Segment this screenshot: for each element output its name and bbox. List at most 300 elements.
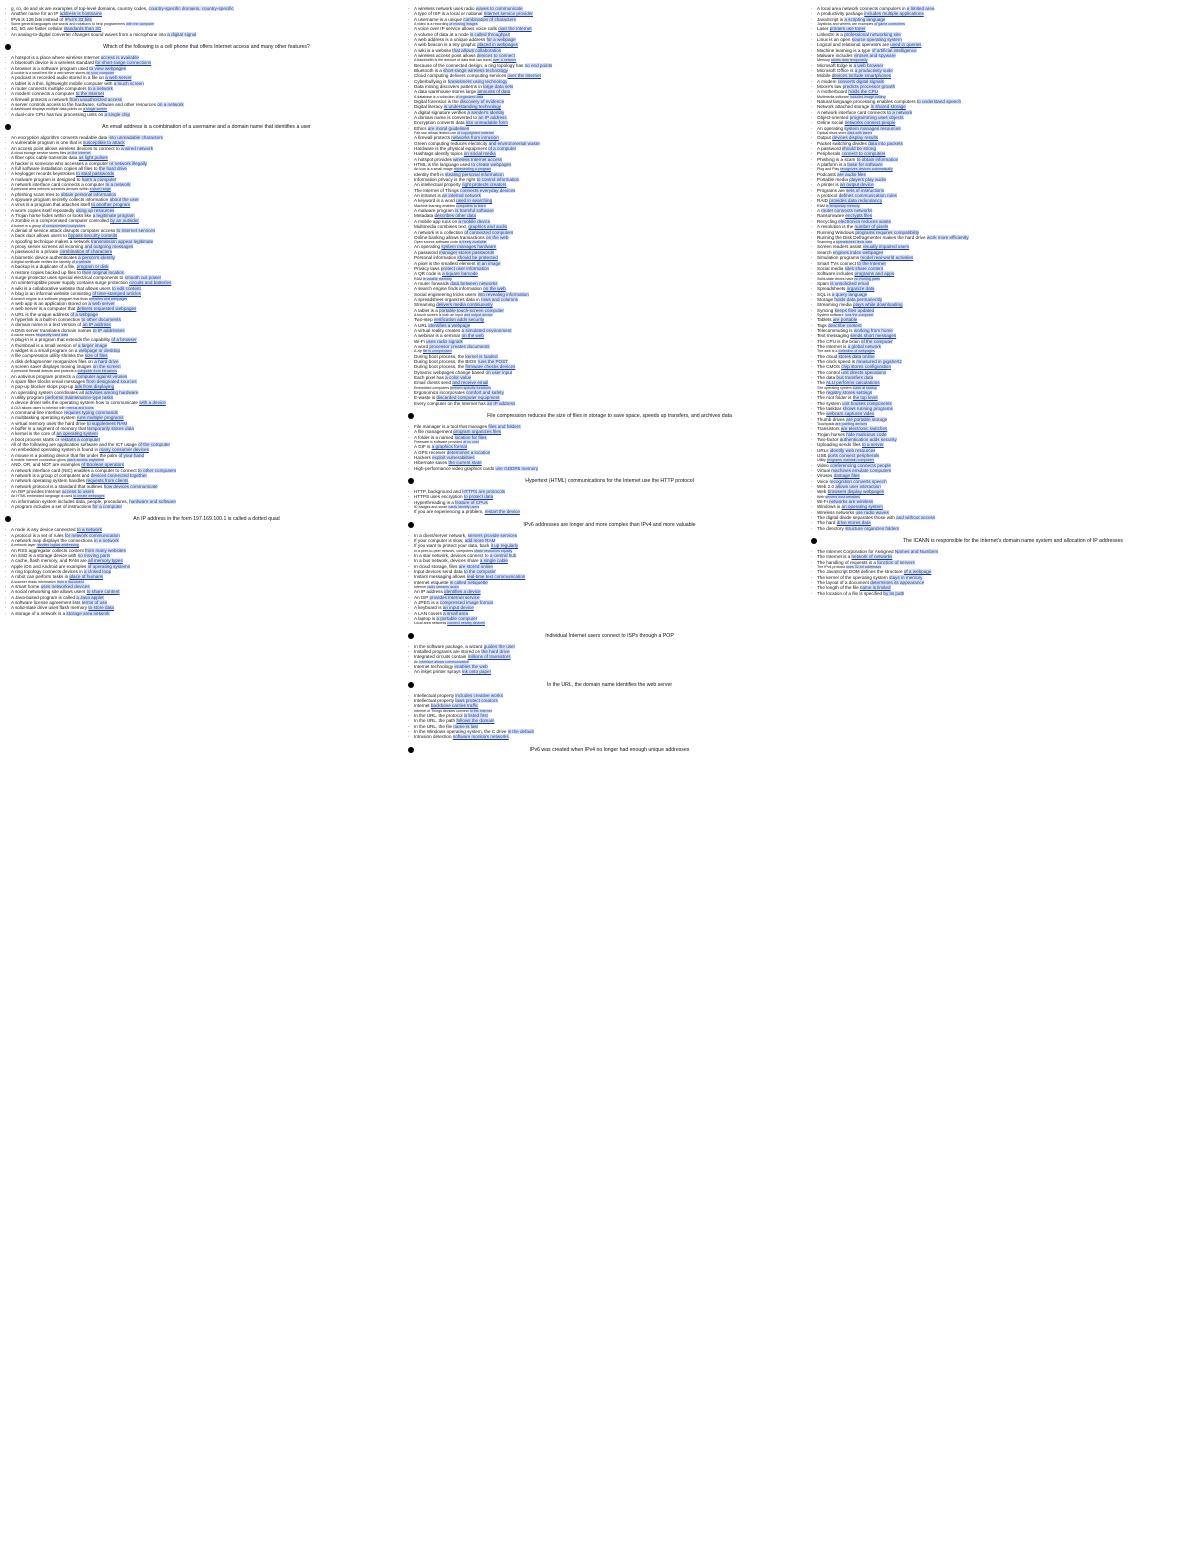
list-item-link[interactable]: a Java applet xyxy=(76,594,104,600)
list-item-link[interactable]: of game controllers xyxy=(874,22,905,27)
list-item-link[interactable]: a person's identity xyxy=(78,254,116,260)
list-item-link[interactable]: defines communication rules xyxy=(838,193,897,199)
list-item-link[interactable]: a productivity suite xyxy=(854,68,893,74)
list-item-link[interactable]: real-time text communication xyxy=(466,574,526,580)
list-item-link[interactable]: over the Internet xyxy=(498,26,532,32)
list-item-link[interactable]: cards identify users xyxy=(448,505,480,510)
list-item-link[interactable]: to another program xyxy=(91,202,131,208)
list-item-link[interactable]: identify web resources xyxy=(829,447,876,453)
list-item-link[interactable]: follows the domain xyxy=(456,718,495,724)
list-item-link[interactable]: users access anywhere xyxy=(66,457,105,462)
list-item-link[interactable]: a legitimate program xyxy=(92,213,135,219)
list-item-link[interactable]: kernel is loaded xyxy=(465,353,498,359)
list-item-link[interactable]: share resources equally xyxy=(474,548,513,553)
list-item-link[interactable]: a square barcode xyxy=(442,271,478,277)
list-item-link[interactable]: of connected computers xyxy=(464,229,514,235)
list-item-link[interactable]: hardware and software xyxy=(129,498,176,504)
list-item-link[interactable]: working from home xyxy=(853,327,893,333)
list-item-link[interactable]: to a network xyxy=(76,527,102,533)
list-item-link[interactable]: uses radio signals xyxy=(426,338,463,344)
list-item-link[interactable]: machines emulate computers xyxy=(831,467,892,473)
list-item-link[interactable]: HTTPS are protocols xyxy=(462,489,506,494)
list-item-link[interactable]: laws protect creators xyxy=(455,698,498,704)
list-item-link[interactable]: programs maintain computers xyxy=(826,458,875,463)
list-item-link[interactable]: Names and Numbers xyxy=(894,549,939,555)
list-item-link[interactable]: an output device xyxy=(839,182,874,188)
list-item-link[interactable]: determines a location xyxy=(446,449,491,455)
list-item-link[interactable]: to other computers xyxy=(137,467,177,473)
list-item-link[interactable]: runs multiple programs xyxy=(76,415,124,421)
list-item-link[interactable]: country-specific domains, country-specific xyxy=(148,6,234,11)
list-item-link[interactable]: to edit content xyxy=(111,285,141,291)
list-item-link[interactable]: to create webpages xyxy=(73,494,105,499)
list-item-link[interactable]: of your hand xyxy=(118,452,145,458)
list-item-link[interactable]: encrypts files xyxy=(845,213,873,219)
list-item-link[interactable]: on your computer xyxy=(86,71,115,76)
list-item-link[interactable]: are stored online xyxy=(458,563,493,569)
list-item-link[interactable]: combination of characters xyxy=(463,16,516,22)
list-item-link[interactable]: place of humans xyxy=(69,574,104,580)
list-item-link[interactable]: describe content xyxy=(827,322,862,328)
list-item-link[interactable]: of operating systems xyxy=(87,563,130,569)
list-item-link[interactable]: no moving parts xyxy=(77,553,111,558)
list-item-link[interactable]: temporarily stores data xyxy=(87,425,134,431)
list-item-link[interactable]: combination of characters xyxy=(59,249,113,255)
list-item-link[interactable]: compressed image format xyxy=(439,600,493,606)
list-item-link[interactable]: devices include smartphones xyxy=(831,73,892,79)
list-item-link[interactable]: devices display results xyxy=(832,135,879,141)
list-item-link[interactable]: used in searching xyxy=(456,198,493,204)
list-item-link[interactable]: data between networks xyxy=(450,280,498,286)
list-item-link[interactable]: of artificial intelligence xyxy=(871,47,917,53)
list-item-link[interactable]: are portable xyxy=(832,317,858,323)
list-item-link[interactable]: IPv4's 32 bits xyxy=(64,16,92,22)
list-item-link[interactable]: unit houses components xyxy=(842,400,892,406)
list-item-link[interactable]: a single chip xyxy=(104,111,131,117)
list-item-link[interactable]: an IP address xyxy=(487,400,516,406)
list-item-link[interactable]: uses networked devices xyxy=(40,584,90,590)
list-item-link[interactable]: the hard drive xyxy=(481,649,510,655)
list-item-link[interactable]: stays in memory xyxy=(889,574,923,580)
list-item-link[interactable]: on the screen xyxy=(92,363,121,369)
list-item-link[interactable]: use GDDR5 memory xyxy=(495,465,539,471)
list-item-link[interactable]: to store data xyxy=(88,605,114,611)
list-item-link[interactable]: source operating system xyxy=(851,37,902,43)
list-item-link[interactable]: of a website xyxy=(71,260,91,265)
list-item-link[interactable]: circuits and batteries xyxy=(129,280,172,286)
list-item-link[interactable]: measured in gigahertz xyxy=(856,358,902,364)
list-item-link[interactable]: of compromised computers xyxy=(41,223,86,228)
list-item-link[interactable]: a graphics format xyxy=(431,444,468,450)
list-item-link[interactable]: and environmental waste xyxy=(488,140,540,146)
list-item-link[interactable]: restarts a computer xyxy=(60,436,101,442)
list-item-link[interactable]: shows running programs xyxy=(842,405,893,411)
list-item-link[interactable]: it up regularly xyxy=(490,543,519,549)
list-item-link[interactable]: a portable computer xyxy=(436,616,478,622)
list-item-link[interactable]: to other documents xyxy=(81,316,121,322)
list-item-link[interactable]: visually impaired users xyxy=(862,244,910,250)
list-item-link[interactable]: location for files xyxy=(454,434,487,440)
list-item-link[interactable]: a short range xyxy=(89,187,111,192)
list-item-link[interactable]: of Boolean operators xyxy=(81,462,125,468)
list-item-link[interactable]: data into packets xyxy=(868,140,903,146)
list-item-link[interactable]: frequently used data xyxy=(35,332,69,337)
list-item-link[interactable]: is the default xyxy=(507,729,534,735)
list-item-link[interactable]: programming uses objects xyxy=(849,115,904,121)
list-item-link[interactable]: runs the computer xyxy=(844,312,874,317)
list-item-link[interactable]: conferencing connects people xyxy=(829,462,891,468)
list-item-link[interactable]: of a webpage xyxy=(70,311,98,317)
list-item-link[interactable]: enables the web xyxy=(454,664,488,670)
list-item-link[interactable]: to the Internet xyxy=(75,91,104,97)
list-item-link[interactable]: a query language xyxy=(831,291,868,297)
list-item-link[interactable]: waves to communicate xyxy=(475,6,523,11)
list-item-link[interactable]: system manages hardware xyxy=(441,244,497,250)
list-item-link[interactable]: the current state xyxy=(448,460,482,466)
list-item-link[interactable]: a simulated environment xyxy=(461,327,512,333)
list-item-link[interactable]: is understanding technology xyxy=(443,104,502,110)
list-item-link[interactable]: no moving parts xyxy=(854,276,880,281)
list-item-link[interactable]: a hard drive xyxy=(94,358,119,364)
list-item-link[interactable]: software monitors networks xyxy=(452,734,509,740)
list-item-link[interactable]: websites and webpages xyxy=(88,296,128,301)
list-item-link[interactable]: network of networks xyxy=(851,554,893,560)
list-item-link[interactable]: determines its appearance xyxy=(870,580,925,586)
list-item-link[interactable]: no end points xyxy=(524,62,553,68)
list-item-link[interactable]: obtain personal information xyxy=(60,191,117,197)
list-item-link[interactable]: drive stores data xyxy=(836,520,871,526)
list-item-link[interactable]: from many websites xyxy=(85,547,126,553)
list-item-link[interactable]: requests from clients xyxy=(86,478,129,484)
list-item-link[interactable]: smooth out power xyxy=(124,275,162,281)
list-item-link[interactable]: on the Internet xyxy=(67,151,91,156)
list-item-link[interactable]: keeps files updated xyxy=(834,307,875,313)
list-item-link[interactable]: a wired network xyxy=(121,145,154,151)
list-item-link[interactable]: an IP address xyxy=(478,115,507,121)
list-item-link[interactable]: recognizes devices automatically xyxy=(840,167,893,172)
list-item-link[interactable]: router connects networks xyxy=(821,208,873,214)
list-item-link[interactable]: webcam captures video xyxy=(826,411,875,417)
list-item-link[interactable]: of the computer xyxy=(138,441,171,447)
list-item-link[interactable]: comfort and safety xyxy=(466,389,504,395)
list-item-link[interactable]: to a server xyxy=(861,442,884,448)
list-item-link[interactable]: and outgoing messages xyxy=(84,244,134,250)
list-item-link[interactable]: rows and columns xyxy=(480,296,518,302)
list-item-link[interactable]: work more efficiently xyxy=(926,234,969,240)
list-item-link[interactable]: printers use toner xyxy=(829,26,866,32)
list-item-link[interactable]: stores data online xyxy=(838,353,875,359)
list-item-link[interactable]: a sender's identity xyxy=(467,109,505,115)
list-item-link[interactable]: into revealing information xyxy=(477,291,529,297)
list-item-link[interactable]: program organizes files xyxy=(453,429,502,435)
list-item-link[interactable]: are audio files xyxy=(837,171,866,177)
list-item-link[interactable]: players play audio xyxy=(849,177,887,183)
list-item-link[interactable]: hide malicious code xyxy=(846,431,887,437)
list-item-link[interactable]: recognition converts speech xyxy=(829,478,887,484)
list-item-link[interactable]: into unreadable form xyxy=(465,120,508,126)
list-item-link[interactable]: to supplement RAM xyxy=(86,420,128,426)
list-item-link[interactable]: over the Internet xyxy=(507,73,541,79)
list-item-link[interactable]: for short-range connections xyxy=(95,60,152,66)
list-item-link[interactable]: is volatile memory xyxy=(422,276,452,281)
list-item-link[interactable]: stealing personal information xyxy=(444,171,504,177)
list-item-link[interactable]: ALU performs calculations xyxy=(825,380,880,386)
list-item-link[interactable]: from unauthorized access xyxy=(69,96,123,102)
list-item-link[interactable]: a limited area xyxy=(906,6,935,11)
list-item-link[interactable]: and receive email xyxy=(452,380,489,386)
list-item-link[interactable]: susceptible to attack xyxy=(83,140,125,146)
list-item-link[interactable]: organize data xyxy=(846,286,875,292)
list-item-link[interactable]: to protect data xyxy=(463,494,494,500)
list-item-link[interactable]: perform specific functions xyxy=(450,385,491,390)
list-item-link[interactable]: to a network xyxy=(887,109,913,115)
list-item-link[interactable]: computers to learn xyxy=(455,203,486,208)
list-item-link[interactable]: add more RAM xyxy=(464,538,496,544)
list-item-link[interactable]: are portable storage xyxy=(846,416,888,422)
list-item-link[interactable]: in a network xyxy=(94,538,119,544)
list-item-link[interactable]: sends short messages xyxy=(850,333,897,339)
list-item-link[interactable]: spreadsheet finds data xyxy=(835,240,873,245)
list-item-link[interactable]: of a computer xyxy=(488,146,517,152)
list-item-link[interactable]: harassment using technology xyxy=(447,78,508,84)
list-item-link[interactable]: for network communication xyxy=(64,532,120,538)
list-item-link[interactable]: converts digital signals xyxy=(837,78,884,84)
list-item-link[interactable]: an operating system xyxy=(56,431,98,437)
list-item-link[interactable]: provides Internet service xyxy=(429,594,480,600)
list-item-link[interactable]: requires typing commands xyxy=(64,409,118,415)
list-item-link[interactable]: name is last xyxy=(453,723,478,729)
list-item-link[interactable]: computer from intrusions xyxy=(77,369,118,374)
list-item-link[interactable]: as light pulses xyxy=(78,155,108,161)
list-item-link[interactable]: to view webpages xyxy=(89,65,126,71)
list-item-link[interactable]: an input device xyxy=(442,605,474,611)
list-item-link[interactable]: ads from displaying xyxy=(74,384,115,390)
list-item-link[interactable]: chip stores configuration xyxy=(841,364,892,370)
list-item-link[interactable]: backbone carries traffic xyxy=(430,703,479,709)
list-item-link[interactable]: radio streams audio xyxy=(427,585,459,590)
list-item-link[interactable]: by its path xyxy=(883,590,905,596)
list-item-link[interactable]: a larger image xyxy=(77,342,108,348)
list-item-link[interactable]: a touch screen xyxy=(113,80,144,86)
list-item-link[interactable]: restart the device xyxy=(484,509,520,515)
list-item-link[interactable]: with a device xyxy=(139,400,166,406)
list-item-link[interactable]: discarded computer equipment xyxy=(436,395,500,401)
list-item-link[interactable]: of time-stamped articles xyxy=(92,291,141,297)
list-item-link[interactable]: of copyrighted material xyxy=(457,131,494,136)
list-item-link[interactable]: function of servers xyxy=(877,559,915,565)
list-item-link[interactable]: a global network xyxy=(847,343,882,349)
list-item-link[interactable]: for a computer xyxy=(92,503,123,509)
list-item-link[interactable]: activities among hardware xyxy=(85,389,139,395)
list-item-link[interactable]: of a webpage xyxy=(903,569,932,575)
list-item-link[interactable]: amounts of data xyxy=(477,89,511,95)
list-item-link[interactable]: on social media xyxy=(463,151,496,157)
list-item-link[interactable]: a single cable xyxy=(479,558,508,564)
list-item-link[interactable]: a web server xyxy=(88,300,115,306)
list-item-link[interactable]: authentication adds security xyxy=(839,436,897,442)
list-item-link[interactable]: file is compressed xyxy=(422,349,452,354)
list-item-link[interactable]: engines index webpages xyxy=(832,249,884,255)
list-item-link[interactable]: of a browser xyxy=(111,337,137,343)
list-item-link[interactable]: are electronic switches xyxy=(840,426,888,432)
list-item-link[interactable]: firmware checks devices xyxy=(465,364,516,370)
list-item-link[interactable]: are pointing devices xyxy=(835,421,868,426)
list-item-link[interactable]: on the web xyxy=(461,333,484,339)
list-item-link[interactable]: to IP addresses xyxy=(92,327,125,333)
list-item-link[interactable]: wireless Internet access xyxy=(453,156,503,162)
list-item-link[interactable]: Internet service provider xyxy=(483,11,533,17)
list-item-link[interactable]: delivers requested webpages xyxy=(76,306,137,312)
list-item-link[interactable]: name is limited xyxy=(859,585,891,591)
list-item-link[interactable]: many consumer devices xyxy=(99,447,149,453)
list-item-link[interactable]: ports connect peripherals xyxy=(827,453,880,458)
list-item-link[interactable]: or network illegally xyxy=(109,160,148,166)
list-item-link[interactable]: plays while downloading xyxy=(853,302,903,308)
list-item-link[interactable]: is called netiquette xyxy=(449,579,488,585)
list-item-link[interactable]: an internal network xyxy=(442,193,481,199)
list-item-link[interactable]: should be protected xyxy=(457,255,498,261)
list-item-link[interactable]: a web server xyxy=(105,75,132,81)
list-item-link[interactable]: data with lasers xyxy=(847,131,873,136)
list-item-link[interactable]: browsers display webpages xyxy=(827,489,885,495)
list-item-link[interactable]: to the Internet xyxy=(857,260,886,266)
list-item-link[interactable]: with the computer xyxy=(126,22,155,27)
list-item-link[interactable]: terms of use xyxy=(81,600,108,606)
list-item-link[interactable]: large data sets xyxy=(483,84,514,90)
list-item-link[interactable]: networks connect people xyxy=(844,120,896,126)
list-item-link[interactable]: protect user information xyxy=(440,265,490,271)
list-item-link[interactable]: damage files xyxy=(833,473,860,479)
list-item-link[interactable]: is freely available xyxy=(458,240,487,245)
list-item-link[interactable]: a closed loop xyxy=(84,569,112,575)
list-item-link[interactable]: performs maintenance-type tasks xyxy=(45,394,114,400)
list-item-link[interactable]: are moral guidelines xyxy=(427,125,470,131)
list-item-link[interactable]: representing a program xyxy=(453,167,492,172)
list-item-link[interactable]: to control information xyxy=(476,177,520,183)
list-item-link[interactable]: at no cost xyxy=(463,439,479,444)
list-item-link[interactable]: connect to computers xyxy=(841,151,886,157)
list-item-link[interactable]: is listed first xyxy=(463,713,488,719)
list-item-link[interactable]: to the Internet xyxy=(469,708,492,713)
list-item-link[interactable]: from a document xyxy=(56,579,84,584)
list-item-link[interactable]: computer against viruses xyxy=(76,373,128,379)
list-item-link[interactable]: to a network xyxy=(87,86,113,92)
list-item-link[interactable]: how devices communicate xyxy=(103,483,158,489)
list-item-link[interactable]: short-range wireless technology xyxy=(443,68,508,74)
list-item-link[interactable]: from designated sources xyxy=(86,378,137,384)
list-item-link[interactable]: a web browser xyxy=(853,62,884,68)
list-item-link[interactable]: provides data redundancy xyxy=(829,198,883,204)
list-item-link[interactable]: guides the user xyxy=(483,643,516,649)
list-item-link[interactable]: access to users xyxy=(62,489,94,494)
list-item-link[interactable]: using up resources xyxy=(75,207,115,213)
list-item-link[interactable]: and output device xyxy=(464,312,493,317)
list-item-link[interactable]: to create webpages xyxy=(471,162,512,168)
list-item-link[interactable]: their original location xyxy=(82,269,125,275)
list-item-link[interactable]: on user input xyxy=(485,369,513,375)
list-item-link[interactable]: files and folders xyxy=(488,423,521,429)
list-item-link[interactable]: connect nearby devices xyxy=(447,621,485,626)
list-item-link[interactable]: access is available xyxy=(100,55,139,61)
list-item-link[interactable]: for a webpage xyxy=(486,37,516,43)
list-item-link[interactable]: in an image xyxy=(476,260,501,266)
list-item-link[interactable]: interface allows communication xyxy=(419,659,470,664)
list-item-link[interactable]: runs the POST xyxy=(477,358,508,364)
list-item-link[interactable]: networks are wireless xyxy=(829,499,874,504)
list-item-link[interactable]: to obtain information xyxy=(856,156,899,162)
list-item-link[interactable]: standards than 3G xyxy=(63,26,102,32)
list-item-link[interactable]: to steal passwords xyxy=(76,171,115,177)
list-item-link[interactable]: loads at startup xyxy=(852,385,878,390)
list-item-link[interactable]: unit directs operations xyxy=(841,369,887,375)
list-item-link[interactable]: registry stores settings xyxy=(826,389,873,395)
list-item-link[interactable]: identifies a webpage xyxy=(428,322,471,328)
list-item-link[interactable]: ink onto paper xyxy=(462,669,492,675)
list-item-link[interactable]: address is hostname xyxy=(59,11,103,17)
list-item-link[interactable]: is shared storage xyxy=(870,104,906,110)
list-item-link[interactable]: includes image editing xyxy=(849,94,886,99)
list-item-link[interactable]: of the computer xyxy=(860,338,893,344)
list-item-link[interactable]: use radio waves xyxy=(855,509,889,515)
list-item-link[interactable]: over a network xyxy=(492,58,517,63)
list-item-link[interactable]: electronics reduces waste xyxy=(838,218,892,224)
list-item-link[interactable]: should be strong xyxy=(842,146,876,152)
list-item-link[interactable]: to share content xyxy=(86,589,120,595)
list-item-link[interactable]: devices to connect xyxy=(476,53,515,59)
list-item-link[interactable]: a color value xyxy=(445,374,472,380)
list-item-link[interactable]: delivers media continuously xyxy=(436,302,493,308)
list-item-link[interactable]: an operating system xyxy=(841,504,883,510)
list-item-link[interactable]: programs and apps xyxy=(854,271,895,277)
list-item-link[interactable]: holds the CPU xyxy=(848,89,879,95)
list-item-link[interactable]: portable touch-screen computer xyxy=(439,307,504,313)
list-item-link[interactable]: base for software xyxy=(847,162,883,168)
list-item-link[interactable]: size of files xyxy=(84,353,108,359)
list-item-link[interactable]: processor creates documents xyxy=(429,343,490,349)
list-item-link[interactable]: professional networking site xyxy=(844,31,901,37)
list-item-link[interactable]: devices connected together xyxy=(90,472,147,478)
list-item-link[interactable]: verification adds security xyxy=(433,317,485,323)
list-item-link[interactable]: a small area xyxy=(443,610,469,616)
list-item-link[interactable]: a digital signal xyxy=(167,31,197,37)
list-item-link[interactable]: is unsolicited email xyxy=(830,280,869,286)
list-item-link[interactable]: menus and icons xyxy=(66,405,94,410)
list-item-link[interactable]: is harmful software xyxy=(455,208,494,214)
list-item-link[interactable]: on the web xyxy=(486,234,509,240)
list-item-link[interactable]: collection of webpages xyxy=(838,349,875,354)
list-item-link[interactable]: that allows collaboration xyxy=(452,47,502,53)
list-item-link[interactable]: sets of instructions xyxy=(846,187,885,193)
list-item-link[interactable]: holds data permanently xyxy=(834,296,883,302)
list-item-link[interactable]: millions of transistors xyxy=(467,654,511,660)
list-item-link[interactable]: of moving images xyxy=(449,22,478,27)
list-item-link[interactable]: webpage or desktop xyxy=(78,347,121,353)
list-item-link[interactable]: an IP address xyxy=(82,322,111,328)
list-item-link[interactable]: model real-world activities xyxy=(860,255,914,261)
list-item-link[interactable]: all memory types xyxy=(88,558,123,564)
list-item-link[interactable]: is temporary memory xyxy=(825,203,860,208)
list-item-link[interactable]: graphics and audio xyxy=(468,224,508,230)
list-item-link[interactable]: transmission appear legitimate xyxy=(90,238,154,244)
list-item-link[interactable]: a central hub xyxy=(489,553,517,558)
list-item-link[interactable]: manager stores passwords xyxy=(439,249,495,255)
list-item-link[interactable]: uses 32-bit addresses xyxy=(846,565,882,570)
list-item-link[interactable]: structure organizes folders xyxy=(845,525,900,531)
list-item-link[interactable]: servers provide services xyxy=(467,532,518,538)
list-item-link[interactable]: discovery of evidence xyxy=(459,99,505,105)
list-item-link[interactable]: is called throughput xyxy=(469,31,510,37)
list-item-link[interactable]: about the user xyxy=(109,197,139,203)
